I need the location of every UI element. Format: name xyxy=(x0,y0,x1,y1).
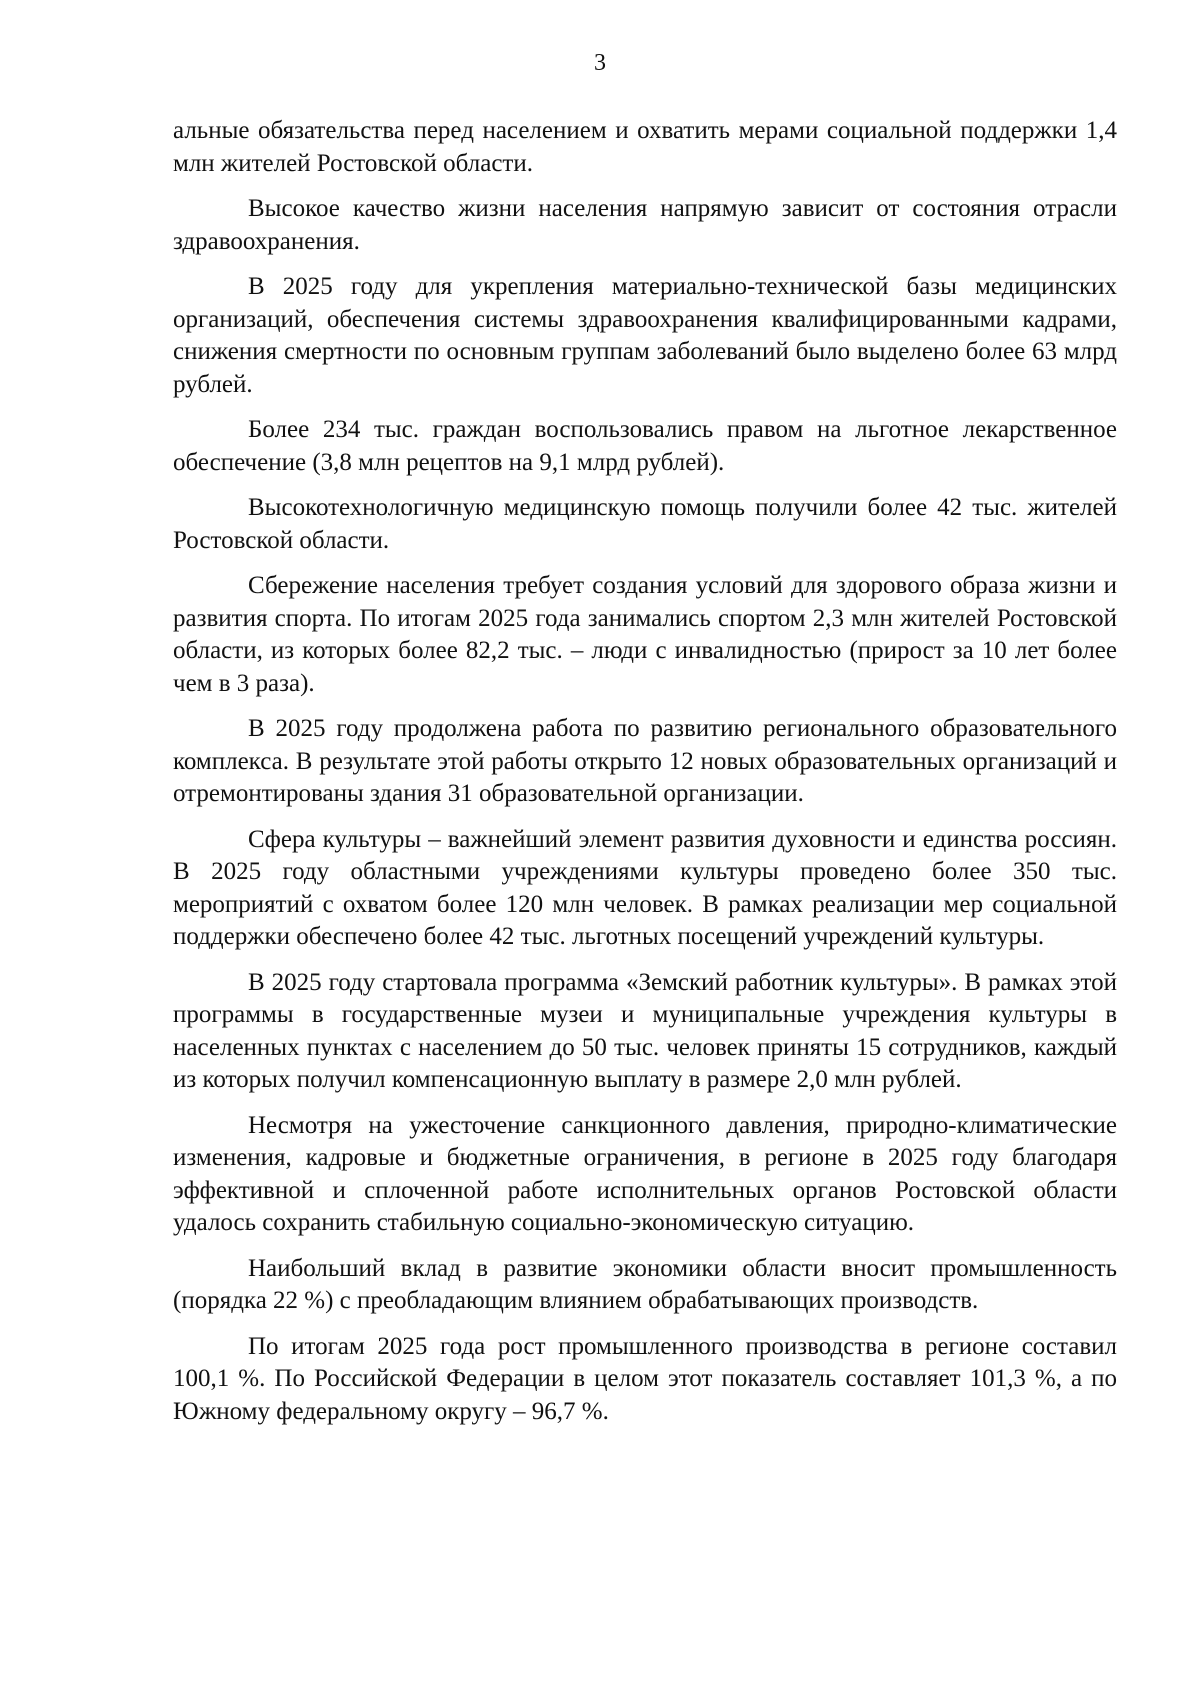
paragraph-sport: Сбережение населения требует создания условий для здорового образа жизни и развития спорта. По итогам 2025 года занимались спортом 2,3 млн жителей Ростовской области, из которых более 82,2 тыс. – люди с инвалидностью (прирост за 10 лет более чем в 3 раза). xyxy=(173,572,1117,697)
paragraph-industrial-growth: По итогам 2025 года рост промышленного производства в регионе составил 100,1 %. По Российской Федерации в целом этот показатель составляет 101,3 %, а по Южному федеральному округу – 96,7 %. xyxy=(173,1332,1117,1425)
paragraph-high-tech-care: Высокотехнологичную медицинскую помощь получили более 42 тыс. жителей Ростовской области. xyxy=(173,494,1117,554)
paragraph-zemsky-program: В 2025 году стартовала программа «Земский работник культуры». В рамках этой программы в государственные музеи и муниципальные учреждения культуры в населенных пунктах с населением до 50 тыс. человек приняты 15 сотрудников, каждый из которых получил компенсационную выплату в размере 2,0 млн рублей. xyxy=(173,968,1117,1093)
paragraph-industry-contribution: Наибольший вклад в развитие экономики области вносит промышленность (порядка 22 %) с преобладающим влиянием обрабатывающих производств. xyxy=(173,1254,1117,1314)
paragraph-education: В 2025 году продолжена работа по развитию регионального образовательного комплекса. В результате этой работы открыто 12 новых образовательных организаций и отремонтированы здания 31 образовательной организации. xyxy=(173,715,1117,807)
paragraph-culture: Сфера культуры – важнейший элемент развития духовности и единства россиян. В 2025 году областными учреждениями культуры проведено более 350 тыс. мероприятий с охватом более 120 млн человек. В рамках реализации мер социальной поддержки обеспечено более 42 тыс. льготных посещений учреждений культуры. xyxy=(173,825,1117,950)
paragraph-economic-stability: Несмотря на ужесточение санкционного давления, природно-климатические изменения, кадровые и бюджетные ограничения, в регионе в 2025 году благодаря эффективной и сплоченной работе исполнительных органов Ростовской области удалось сохранить стабильную социально-экономическую ситуацию. xyxy=(173,1111,1117,1236)
paragraph-medication-provision: Более 234 тыс. граждан воспользовались правом на льготное лекарственное обеспечение (3,8 млн рецептов на 9,1 млрд рублей). xyxy=(173,416,1117,476)
document-body xyxy=(173,115,1117,1441)
page-number: 3 xyxy=(594,50,606,76)
paragraph-healthcare-funding: В 2025 году для укрепления материально-технической базы медицинских организаций, обеспечения системы здравоохранения квалифицированными кадрами, снижения смертности по основным группам заболеваний было выделено более 63 млрд рублей. xyxy=(173,273,1117,398)
paragraph-healthcare-quality: Высокое качество жизни населения напрямую зависит от состояния отрасли здравоохранения. xyxy=(173,195,1117,255)
paragraph-social-support: альные обязательства перед населением и охватить мерами социальной поддержки 1,4 млн жителей Ростовской области. xyxy=(173,117,1117,177)
